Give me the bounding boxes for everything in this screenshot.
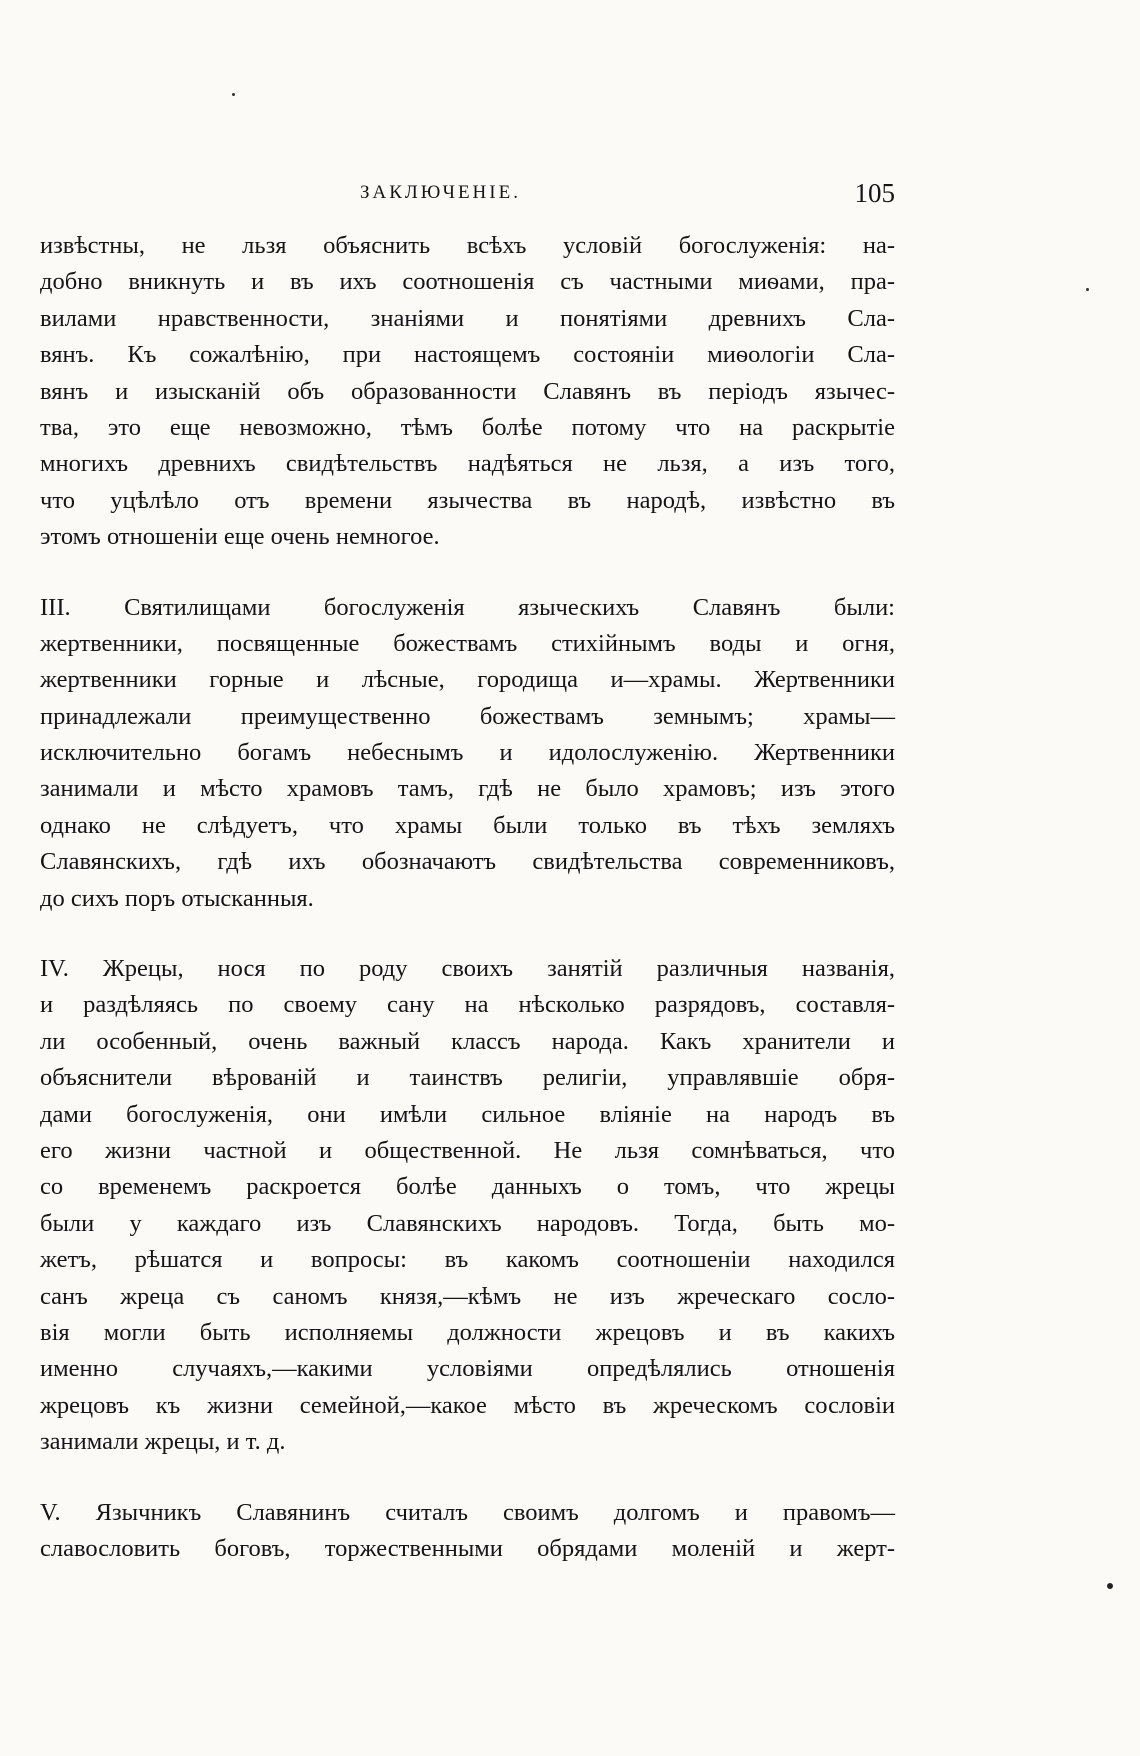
text-line: III. Святилищами богослуженія языческихъ Славянъ были: bbox=[40, 593, 895, 621]
text-line: его жизни частной и общественной. Не льзя сомнѣваться, что bbox=[40, 1136, 895, 1164]
print-speck bbox=[232, 93, 235, 96]
print-speck bbox=[1086, 288, 1089, 291]
text-line: со временемъ раскроется болѣе данныхъ о томъ, что жрецы bbox=[40, 1173, 895, 1201]
text-line: санъ жреца съ саномъ князя,—кѣмъ не изъ жреческаго сосло- bbox=[40, 1282, 895, 1310]
page-header bbox=[40, 178, 895, 218]
text-line: вянъ. Къ сожалѣнію, при настоящемъ состояніи миѳологіи Сла- bbox=[40, 341, 895, 369]
text-line: что уцѣлѣло отъ времени язычества въ народѣ, извѣстно въ bbox=[40, 486, 895, 514]
text-line: именно случаяхъ,—какими условіями опредѣлялись отношенія bbox=[40, 1355, 895, 1383]
body-text bbox=[40, 228, 895, 1601]
text-line: объяснители вѣрованій и таинствъ религіи, управлявшіе обря- bbox=[40, 1064, 895, 1092]
text-line: добно вникнуть и въ ихъ соотношенія съ частными миѳами, пра- bbox=[40, 268, 895, 296]
text-line: принадлежали преимущественно божествамъ земнымъ; храмы— bbox=[40, 702, 895, 730]
text-line: были у каждаго изъ Славянскихъ народовъ. Тогда, быть мо- bbox=[40, 1209, 895, 1237]
text-line: вилами нравственности, знаніями и понятіями древнихъ Сла- bbox=[40, 304, 895, 332]
text-line: жрецовъ къ жизни семейной,—какое мѣсто въ жреческомъ сословіи bbox=[40, 1391, 895, 1419]
page-number: 105 bbox=[854, 178, 895, 208]
text-line: вія могли быть исполняемы должности жрецовъ и въ какихъ bbox=[40, 1318, 895, 1346]
text-line: ли особенный, очень важный классъ народа. Какъ хранители и bbox=[40, 1027, 895, 1055]
text-line: славословить боговъ, торжественными обрядами моленій и жерт- bbox=[40, 1534, 895, 1562]
text-line: жетъ, рѣшатся и вопросы: въ какомъ соотношеніи находился bbox=[40, 1246, 895, 1274]
running-head: ЗАКЛЮЧЕНІЕ. bbox=[360, 182, 521, 203]
text-line: дами богослуженія, они имѣли сильное вліяніе на народъ въ bbox=[40, 1100, 895, 1128]
text-line: V. Язычникъ Славянинъ считалъ своимъ долгомъ и правомъ— bbox=[40, 1498, 895, 1526]
paragraph-iv bbox=[40, 951, 895, 1460]
text-line: однако не слѣдуетъ, что храмы были только въ тѣхъ земляхъ bbox=[40, 811, 895, 839]
margin-dot bbox=[1107, 1583, 1113, 1589]
paragraph-continuation bbox=[40, 228, 895, 556]
text-line: жертвенники, посвященные божествамъ стихійнымъ воды и огня, bbox=[40, 629, 895, 657]
text-line: исключительно богамъ небеснымъ и идолослуженію. Жертвенники bbox=[40, 739, 895, 767]
text-line: до сихъ поръ отысканныя. bbox=[40, 884, 314, 912]
paragraph-v bbox=[40, 1495, 895, 1568]
text-line: IV. Жрецы, нося по роду своихъ занятій различныя названія, bbox=[40, 955, 895, 983]
text-line: жертвенники горные и лѣсные, городища и—храмы. Жертвенники bbox=[40, 666, 895, 694]
text-line: вянъ и изысканій объ образованности Славянъ въ періодъ язычес- bbox=[40, 377, 895, 405]
text-line: занимали и мѣсто храмовъ тамъ, гдѣ не было храмовъ; изъ этого bbox=[40, 775, 895, 803]
text-line: и раздѣляясь по своему сану на нѣсколько разрядовъ, составля- bbox=[40, 991, 895, 1019]
text-line: Славянскихъ, гдѣ ихъ обозначаютъ свидѣтельства современниковъ, bbox=[40, 848, 895, 876]
text-line: этомъ отношеніи еще очень немногое. bbox=[40, 523, 440, 551]
text-line: многихъ древнихъ свидѣтельствъ надѣяться не льзя, а изъ того, bbox=[40, 450, 895, 478]
paragraph-iii bbox=[40, 590, 895, 918]
text-line: занимали жрецы, и т. д. bbox=[40, 1428, 286, 1456]
text-line: извѣстны, не льзя объяснить всѣхъ условій богослуженія: на- bbox=[40, 232, 895, 259]
text-line: тва, это еще невозможно, тѣмъ болѣе потому что на раскрытіе bbox=[40, 413, 895, 441]
